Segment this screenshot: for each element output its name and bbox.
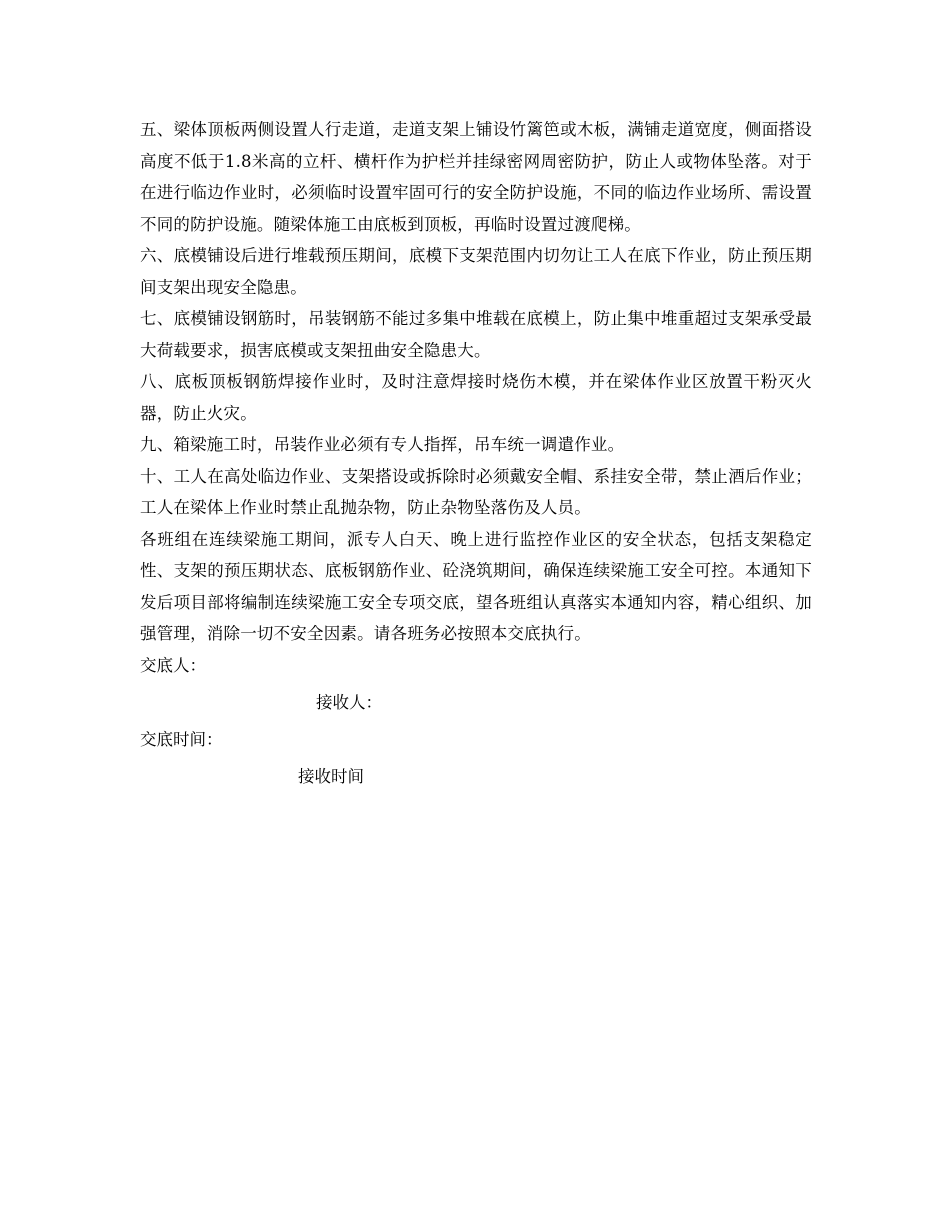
paragraph-item-9: 九、箱梁施工时，吊装作业必须有专人指挥，吊车统一调遣作业。 [140,435,625,454]
signature-block [140,650,812,798]
signature-line-handover-time [140,724,812,761]
signature-line-handover-person [140,650,812,687]
receiver-label: 接收人： [316,692,382,712]
paragraph-item-5: 五、梁体顶板两侧设置人行走道，走道支架上铺设竹篱笆或木板，满铺走道宽度，侧面搭设高度不低于1.8米高的立杆、横杆作为护栏并挂绿密网周密防护，防止人或物体坠落。对于在进行临边作业时，必须临时设置牢固可行的安全防护设施，不同的临边作业场所、需设置不同的防护设施。随梁体施工由底板到顶板，再临时设置过渡爬梯。 [140,120,812,234]
signature-line-receiver [140,687,812,724]
paragraph-item-10: 十、工人在高处临边作业、支架搭设或拆除时必须戴安全帽、系挂安全带，禁止酒后作业；工人在梁体上作业时禁止乱抛杂物，防止杂物坠落伤及人员。 [140,466,812,517]
paragraph-summary: 各班组在连续梁施工期间，派专人白天、晚上进行监控作业区的安全状态，包括支架稳定性、支架的预压期状态、底板钢筋作业、砼浇筑期间，确保连续梁施工安全可控。本通知下发后项目部将编制连续梁施工安全专项交底，望各班组认真落实本通知内容，精心组织、加强管理，消除一切不安全因素。请各班务必按照本交底执行。 [140,529,812,643]
document-body [140,114,812,798]
handover-person-label: 交底人： [140,655,206,675]
handover-time-label: 交底时间： [140,729,223,749]
paragraph-item-7: 七、底模铺设钢筋时，吊装钢筋不能过多集中堆载在底模上，防止集中堆重超过支架承受最大荷载要求，损害底模或支架扭曲安全隐患大。 [140,309,812,360]
receive-time-label: 接收时间 [298,766,364,786]
paragraph-item-6: 六、底模铺设后进行堆载预压期间，底模下支架范围内切勿让工人在底下作业，防止预压期间支架出现安全隐患。 [140,246,812,297]
signature-line-receive-time [140,761,812,798]
paragraph-item-8: 八、底板顶板钢筋焊接作业时，及时注意焊接时烧伤木模，并在梁体作业区放置干粉灭火器，防止火灾。 [140,372,812,423]
